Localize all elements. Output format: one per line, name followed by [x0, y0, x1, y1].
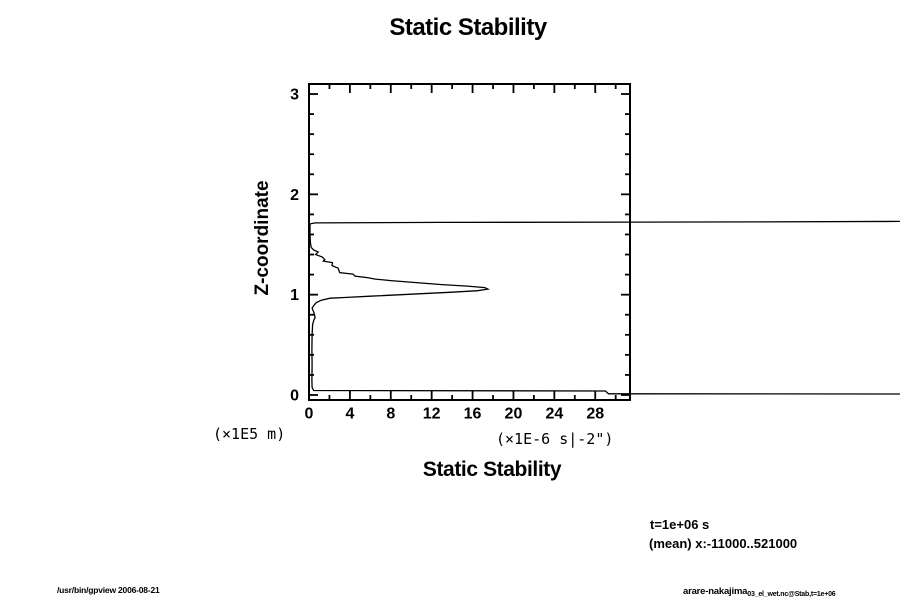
x-tick-label: 4 [345, 405, 355, 423]
dataset-spec: 03_el_wet.nc@Stab,t=1e+06 [747, 591, 836, 598]
x-tick-label: 24 [545, 405, 564, 423]
chart-title: Static Stability [389, 14, 547, 41]
x-tick-label: 8 [386, 405, 396, 423]
y-tick-label: 3 [290, 86, 299, 104]
dataset-name: arare-nakajima [683, 586, 748, 597]
annotation-mean-range: (mean) x:-11000..521000 [649, 536, 798, 551]
y-axis-title: Z-coordinate [252, 180, 273, 296]
x-tick-label: 16 [463, 405, 482, 423]
static-stability-curve [310, 221, 900, 394]
plot-frame [309, 84, 630, 400]
x-tick-label: 12 [422, 405, 441, 423]
y-tick-label: 2 [290, 186, 299, 204]
x-tick-label: 20 [504, 405, 523, 423]
y-tick-label: 0 [290, 387, 299, 405]
annotation-time: t=1e+06 s [650, 517, 710, 532]
x-tick-label: 28 [586, 405, 605, 423]
x-axis-unit-label: (×1E-6 s|-2") [496, 430, 614, 448]
x-axis-title: Static Stability [422, 458, 562, 481]
footer-dataset [683, 586, 836, 598]
x-tick-label: 0 [304, 405, 314, 423]
y-tick-label: 1 [290, 287, 299, 305]
footer-command: /usr/bin/gpview 2006-08-21 [57, 585, 160, 595]
y-axis-unit-label: (×1E5 m) [213, 425, 286, 443]
